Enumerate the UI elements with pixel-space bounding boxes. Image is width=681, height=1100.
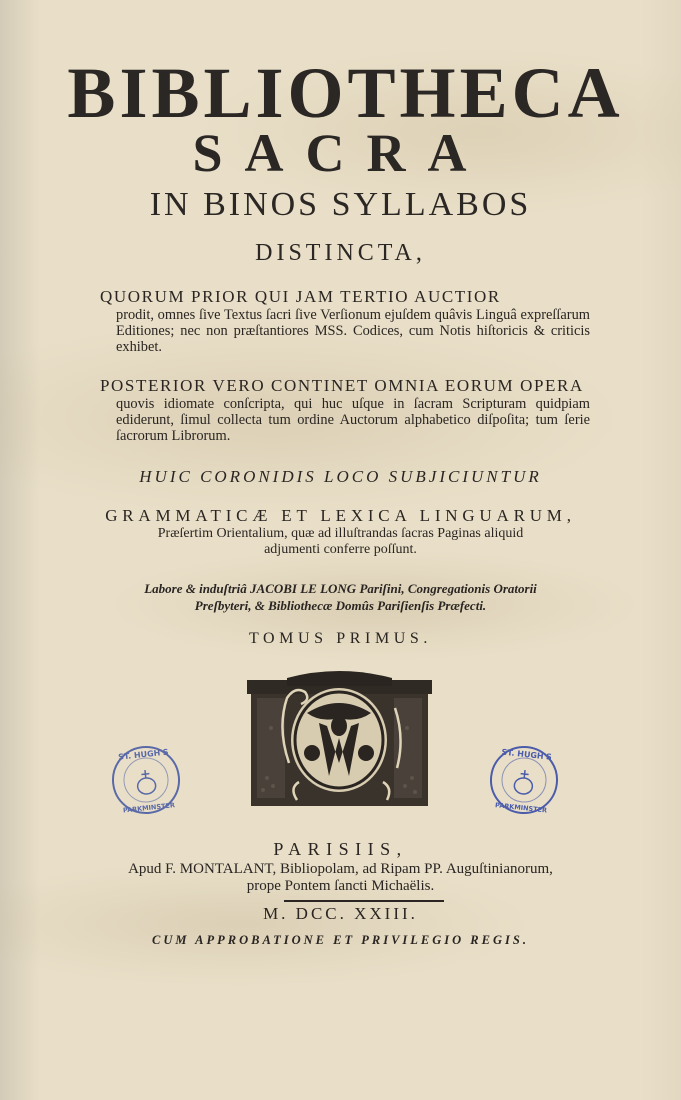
book-title: BIBLIOTHECA xyxy=(67,53,624,133)
imprint-year: M. DCC. XXIII. xyxy=(263,904,418,923)
paragraph-prior-lead: QUORUM PRIOR QUI JAM TERTIO AUCTIOR xyxy=(100,287,501,306)
privilege-line: CUM APPROBATIONE ET PRIVILEGIO REGIS. xyxy=(152,933,529,947)
divider-rule xyxy=(284,900,444,902)
paragraph-prior xyxy=(100,287,590,355)
paragraph-prior-body: prodit, omnes ſive Textus ſacri ſive Verſionum ejuſdem quâvis Linguâ expreſſarum Editiones; nec non præſtantiores MSS. Codices, cum Notis hiſtoricis & criticis exhibet. xyxy=(116,307,590,355)
author-line: Labore & induſtriâ JACOBI LE LONG Pariſini, Congregationis Oratorii xyxy=(144,581,537,596)
paragraph-posterior xyxy=(100,376,590,444)
adjumenti-line: adjumenti conferre poſſunt. xyxy=(264,542,417,557)
imprint-place: PARISIIS, xyxy=(273,839,408,859)
subtitle-line-distincta: DISTINCTA, xyxy=(255,240,426,266)
imprint-publisher: Apud F. MONTALANT, Bibliopolam, ad Ripam PP. Auguſtinianorum, xyxy=(128,861,553,877)
huic-line: HUIC CORONIDIS LOCO SUBJICIUNTUR xyxy=(139,467,542,486)
imprint-publisher-address: prope Pontem ſancti Michaëlis. xyxy=(246,878,435,894)
svg-text:PARKMINSTER: PARKMINSTER xyxy=(122,801,176,815)
volume-label: TOMUS PRIMUS. xyxy=(248,630,433,647)
svg-text:ST. HUGH'S: ST. HUGH'S xyxy=(117,747,169,762)
printers-emblem-icon xyxy=(247,668,432,810)
subtitle-line-binos: IN BINOS SYLLABOS xyxy=(149,186,532,223)
praesertim-line: Præſertim Orientalium, quæ ad illuſtrandas ſacras Paginas aliquid xyxy=(157,526,524,541)
library-stamp-icon xyxy=(106,740,185,819)
svg-text:ST. HUGH'S: ST. HUGH'S xyxy=(501,747,553,762)
svg-text:PARKMINSTER: PARKMINSTER xyxy=(494,801,548,815)
library-stamp-icon xyxy=(484,740,563,819)
author-title-line: Preſbyteri, & Bibliothecæ Domûs Pariſienſis Præfecti. xyxy=(194,598,487,613)
grammaticae-line: GRAMMATICÆ ET LEXICA LINGUARUM, xyxy=(105,506,576,525)
book-subtitle: SACRA xyxy=(192,123,489,183)
paragraph-posterior-body: quovis idiomate conſcripta, qui huc uſque in ſacram Scripturam quidpiam ediderunt, ſimul collecta tum ordine Auctorum alphabetico diſpoſita; tum ſerie ſacrorum Librorum. xyxy=(116,396,590,444)
paragraph-posterior-lead: POSTERIOR VERO CONTINET OMNIA EORUM OPERA xyxy=(100,376,584,395)
